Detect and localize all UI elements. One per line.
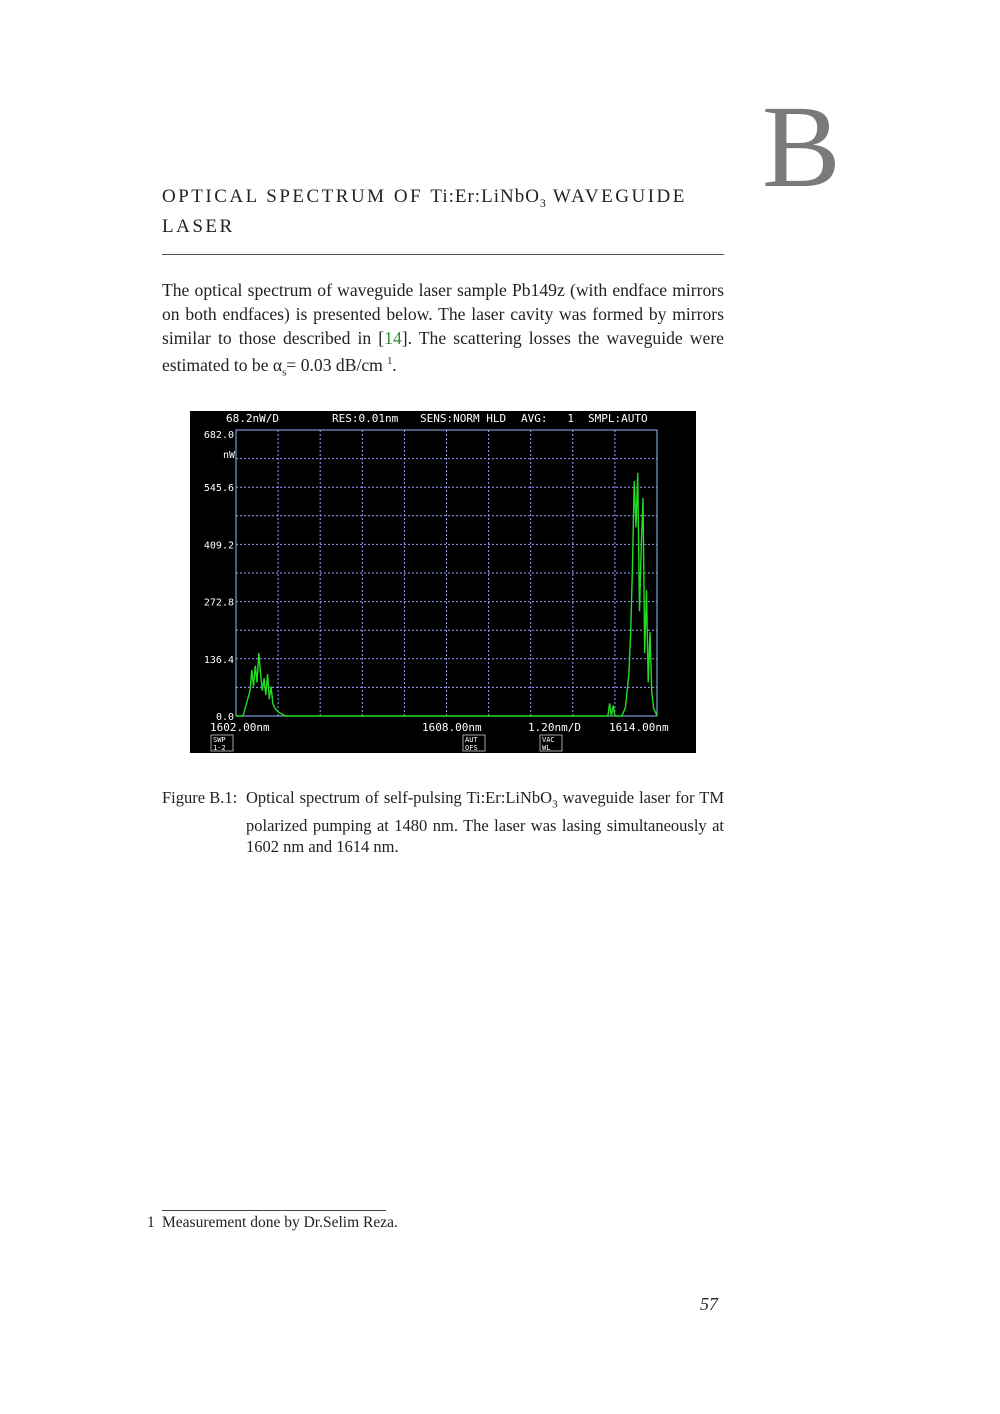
spectrum-figure (190, 411, 696, 753)
spectrum-plot (190, 411, 696, 753)
chapter-title (162, 185, 732, 239)
header-avg: AVG: 1 (521, 412, 574, 425)
alpha-subscript: s (282, 366, 287, 379)
y-tick-labels (204, 430, 234, 723)
footnote-mark[interactable]: 1 (387, 356, 393, 367)
body-end-punct: . (392, 354, 397, 375)
y-tick-label: 272.8 (203, 597, 234, 609)
chapter-title-part2: WAVEGUIDE LASER (162, 186, 687, 237)
svg-text:WL: WL (542, 744, 551, 752)
softkey-auto-offset[interactable] (463, 735, 485, 752)
header-scale: 68.2nW/D (226, 412, 279, 425)
body-text-after-cite: ]. The scattering losses the waveguide were estimated to be (162, 328, 724, 375)
chapter-title-formula-sub: 3 (539, 195, 546, 210)
y-tick-label: 545.6 (203, 483, 234, 495)
caption-formula-sub: 3 (552, 798, 558, 811)
svg-text:AUT: AUT (465, 736, 478, 744)
y-tick-label: 136.4 (203, 654, 234, 666)
y-tick-label: 682.0 (203, 430, 234, 441)
loss-value: = 0.03 dB/cm (286, 354, 383, 375)
title-rule (162, 254, 724, 255)
y-tick-label: 0.0 (215, 712, 234, 723)
caption-text-b: waveguide laser for TM polarized pumping at 1480 nm. The laser was lasing simultaneously at 1602 nm and 1614 nm. (246, 788, 724, 857)
svg-text:SWP: SWP (213, 736, 226, 744)
y-tick-label: 409.2 (203, 540, 234, 552)
chapter-title-part1: OPTICAL SPECTRUM OF (162, 186, 431, 207)
chapter-title-formula: Ti:Er:LiNbO (430, 186, 540, 207)
footnote-text: Measurement done by Dr.Selim Reza. (162, 1214, 398, 1231)
caption-text-a: Optical spectrum of self-pulsing Ti:Er:LiNbO (246, 788, 553, 807)
x-left-label: 1602.00nm (210, 721, 270, 734)
x-center-label: 1608.00nm (422, 721, 482, 734)
svg-text:OFS: OFS (465, 744, 478, 752)
header-smpl: SMPL:AUTO (588, 412, 648, 425)
grid-layer (236, 430, 657, 716)
body-text-before-cite: The optical spectrum of waveguide laser sample Pb149z (with endface mirrors on both endfaces) is presented below. The laser cavity was formed by mirrors similar to those described in [ (162, 280, 724, 348)
footnote (147, 1213, 398, 1233)
footnote-rule (162, 1210, 386, 1211)
citation-link[interactable]: 14 (384, 328, 402, 348)
softkey-sweep[interactable] (211, 735, 233, 752)
x-span-label: 1.20nm/D (528, 721, 581, 734)
footnote-number: 1 (147, 1214, 155, 1231)
softkey-vacuum-wl[interactable] (540, 735, 562, 752)
header-sens: SENS:NORM HLD (420, 412, 507, 425)
chapter-letter: B (762, 81, 841, 212)
caption-text (246, 787, 724, 857)
svg-text:1-2: 1-2 (213, 744, 226, 752)
header-res: RES:0.01nm (332, 412, 399, 425)
body-paragraph (162, 278, 724, 384)
page-number: 57 (700, 1294, 718, 1314)
svg-text:VAC: VAC (542, 736, 555, 744)
caption-label: Figure B.1: (162, 788, 238, 807)
alpha-symbol: α (272, 354, 283, 375)
y-unit-label: nW (223, 450, 236, 461)
x-right-label: 1614.00nm (609, 721, 669, 734)
figure-caption (162, 787, 724, 857)
